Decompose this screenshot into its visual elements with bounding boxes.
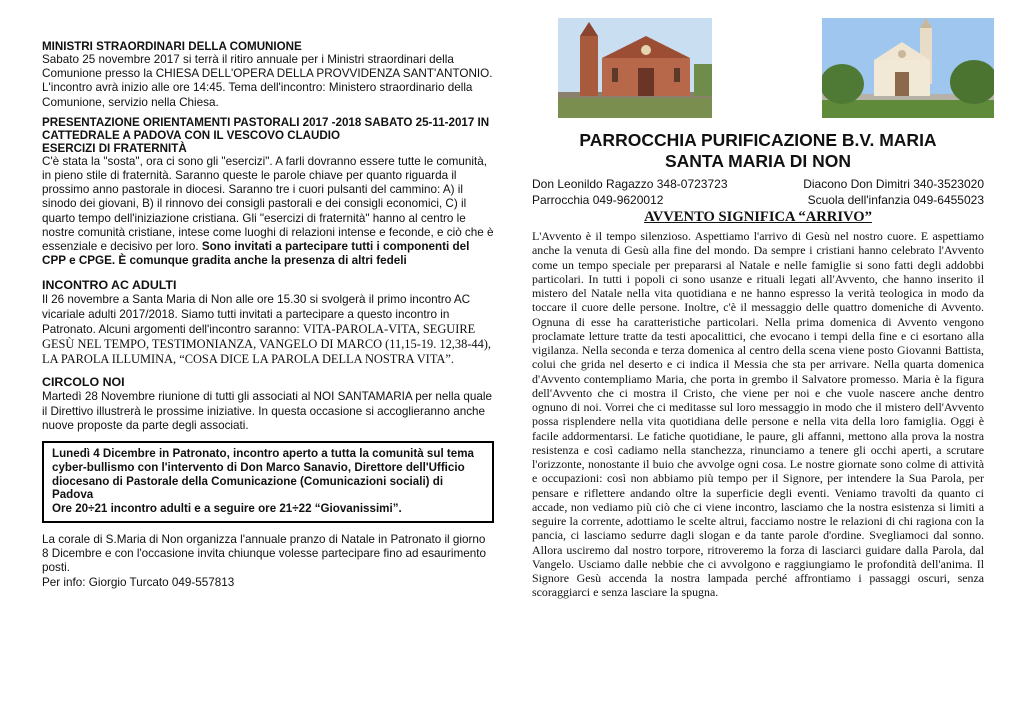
church-photo-right	[822, 18, 994, 118]
parish-title	[532, 130, 984, 172]
ministri-body: Sabato 25 novembre 2017 si terrà il ritiro annuale per i Ministri straordinari della Comunione presso la CHIESA DELL'OPERA DELLA PROVVIDENZA SANT'ANTONIO. L'incontro avrà inizio alle ore 14:45. Tema dell'incontro: Ministero straordinario della Comunione, servizio nella Chiesa.	[42, 53, 493, 109]
ministri-title: MINISTRI STRAORDINARI DELLA COMUNIONE	[42, 40, 302, 53]
contact-parish: Parrocchia 049-9620012	[532, 193, 664, 207]
article-body: L'Avvento è il tempo silenzioso. Aspettiamo l'arrivo di Gesù nel nostro cuore. E aspettiamo anche la venuta di Gesù alla fine del mondo. Da sempre i cristiani hanno celebrato l'Avvento come un tempo speciale per prepararsi al Natale e nelle famiglie si sono fatti degli addobbi particolari. In tutti i popoli ci sono usanze e rituali legati all'Avvento, che hanno inserito il mistero del Natale nella vita quotidiana e ne hanno espresso la verità teologica in modo da toccare il cuore delle persone. Inoltre, c'è il messaggio delle quattro domeniche di Avvento. Ognuna di esse ha caratteristiche particolari. Nella prima domenica di Avvento vengono proclamate letture tratte da testi apocalittici, che evocano i tempi della fine e ci esortano alla vigilanza. Nella seconda e terza domenica al centro della scena viene posto Giovanni Battista, colui che grida nel deserto e ci indica il Messia che sta per arrivare. Nella quarta domenica d'Avvento contempliamo Maria, che porta in grembo il Salvatore promesso. Maria è la figura dell'Avvento che ci mostra il Cristo, che viene per noi e che vuole nascere anche dentro ognuno di noi. Vorrei che ci meditasse sul loro messaggio in modo che il mistero dell'Avvento possa risplendere nella vita quotidiana delle persone e nella vita della loro famiglia. Oggi è facile addormentarsi. Le fatiche quotidiane, le paure, gli affanni, mettono alla prova la nostra resistenza e così cadiamo nella stanchezza, rinunciamo a tenere gli occhi aperti, a scrutare l'orizzonte, nonostante il buio che avvolge ogni cosa. Le nostre giornate sono colme di attività e occupazioni: così non abbiamo più tempo per il Signore, per intendere la Sua Parola, per pensare e riflettere andando oltre la superficie degli eventi. Veniamo travolti da quanto ci accade, non vediamo più ciò che ci viene incontro, lasciamo che la nostra esistenza si limiti a seguire la corrente, adottiamo le scelte altrui, facciamo nostre le relazioni di chi ragiona con la pancia, ci lasciamo sedurre dagli slogan e da tante parole d'ordine. Svegliamoci dal sonno. Allora usciremo dal nostro torpore, ritroveremo la forza di lasciarci guidare dalla Parola, dal Vangelo. Usciamo dalle nebbie che ci avvolgono e raggiungiamo le profondità dell'anima. Il Signore Gesù accenda la nostra lampada perché affrontiamo i passaggi oscuri, senza scoraggiarci e senza lasciare la spugna.	[532, 229, 984, 600]
box-line2: Ore 20÷21 incontro adulti e a seguire ore 21÷22 “Giovanissimi”.	[52, 502, 402, 516]
noi-title: CIRCOLO NOI	[42, 375, 125, 390]
section-orientamenti	[42, 116, 494, 269]
contact-deacon: Diacono Don Dimitri 340-3523020	[803, 177, 984, 191]
corale-body: La corale di S.Maria di Non organizza l'annuale pranzo di Natale in Patronato il giorno 8 Dicembre e con l'occasione invita chiunque volesse partecipare fino ad esaurimento posti.	[42, 533, 487, 575]
contacts	[532, 176, 984, 208]
right-column	[532, 18, 984, 600]
contacts-row-1	[532, 176, 984, 192]
ac-title: INCONTRO AC ADULTI	[42, 278, 177, 293]
announcement-box	[42, 441, 494, 523]
orientamenti-body	[42, 155, 494, 269]
orientamenti-title: PRESENTAZIONE ORIENTAMENTI PASTORALI 2017 -2018 SABATO 25-11-2017 IN CATTEDRALE A PADOVA CON IL VESCOVO CLAUDIO	[42, 115, 490, 142]
article-title: AVVENTO SIGNIFICA “ARRIVO”	[644, 209, 872, 225]
noi-body: Martedì 28 Novembre riunione di tutti gli associati al NOI SANTAMARIA per nella quale il Direttivo illustrerà le prossime iniziative. In questa occasione si accoglieranno anche nuove proposte da parte degli associati.	[42, 390, 492, 432]
parish-title-line2: SANTA MARIA DI NON	[664, 151, 851, 171]
ac-serif: VITA-PAROLA-VITA, SEGUIRE GESÙ NEL TEMPO, TESTIMONIANZA, VANGELO DI MARCO (11,15-19. 12,38-44), LA PAROLA ILLUMINA, “COSA DICE LA PAROLA DELLA NOSTRA VITA”.	[42, 321, 492, 367]
parish-title-line1: PARROCCHIA PURIFICAZIONE B.V. MARIA	[579, 130, 937, 150]
contact-school: Scuola dell'infanzia 049-6455023	[807, 193, 984, 207]
orientamenti-bold: Sono invitati a partecipare tutti i componenti del CPP e CPGE. È comunque gradita anche la presenza di altri fedeli	[42, 240, 470, 268]
ac-text: Il 26 novembre a Santa Maria di Non alle ore 15.30 si svolgerà il primo incontro AC vicariale adulti 2017/2018. Siamo tutti invitati a partecipare a questo incontro in Patronato. Alcuni argomenti dell'incontro saranno:	[42, 293, 471, 336]
ac-body	[42, 293, 494, 367]
section-noi	[42, 375, 494, 433]
orientamenti-text: C'è stata la "sosta", ora ci sono gli "esercizi". A farli dovranno essere tutte le comunità, in pieno stile di fraternità. Saranno queste le parole chiave per quanto riguarda il prossimo anno pastorale in diocesi. Saranno tre i cuori pulsanti del cammino: A) il sinodo dei giovani, B) il rinnovo dei consigli pastorali e dei consigli economici, C) il quarto tempo dell'iniziazione cristiana. Gli "esercizi di fraternità" hanno al centro le nostre comunità cristiane, intese come luoghi di relazioni intense e feconde, e ciò che è essenziale e decisivo per loro.	[42, 154, 494, 254]
left-column	[42, 40, 494, 596]
contacts-row-2	[532, 192, 984, 208]
header-photos	[532, 18, 984, 122]
orientamenti-subtitle: ESERCIZI DI FRATERNITÀ	[42, 141, 187, 155]
section-ministri	[42, 40, 494, 110]
box-line1: Lunedì 4 Dicembre in Patronato, incontro aperto a tutta la comunità sul tema cyber-bullismo con l'intervento di Don Marco Sanavio, Direttore dell'Ufficio diocesano di Pastorale della Comunicazione (Comunicazioni sociali) di Padova	[52, 447, 474, 502]
church-photo-left	[558, 18, 712, 118]
section-corale	[42, 533, 494, 590]
section-ac	[42, 278, 494, 367]
corale-info: Per info: Giorgio Turcato 049-557813	[42, 575, 235, 589]
contact-priest: Don Leonildo Ragazzo 348-0723723	[532, 177, 728, 191]
